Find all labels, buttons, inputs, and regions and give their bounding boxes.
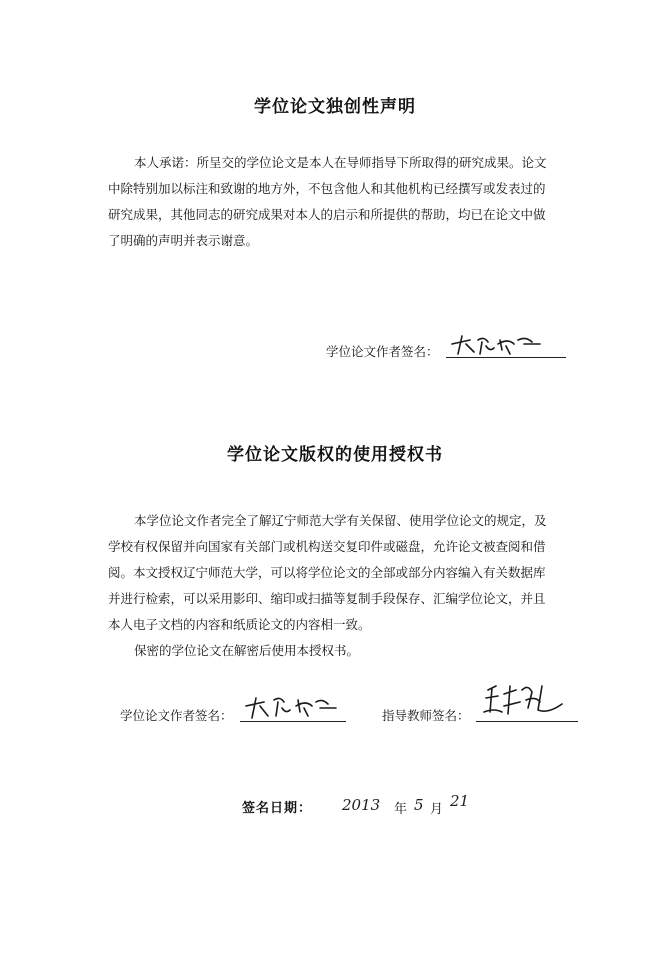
originality-line-1: 本人承诺：所呈交的学位论文是本人在导师指导下所取得的研究成果。论文	[134, 155, 547, 170]
date-label: 签名日期：	[242, 801, 313, 816]
copyright-line-1: 本学位论文作者完全了解辽宁师范大学有关保留、使用学位论文的规定，及	[134, 513, 547, 528]
date-day: 21	[450, 792, 470, 810]
copyright-title: 学位论文版权的使用授权书	[227, 445, 443, 465]
copyright-line-4: 并进行检索，可以采用影印、缩印或扫描等复制手段保存、汇编学位论文，并且	[108, 591, 546, 606]
date-month-unit: 月	[430, 802, 444, 817]
copyright-line-2: 学校有权保留并向国家有关部门或机构送交复印件或磁盘，允许论文被查阅和借	[108, 539, 546, 554]
author-signature-2	[242, 692, 342, 722]
originality-body	[108, 150, 580, 254]
date-year: 2013	[342, 796, 381, 814]
copyright-line-3: 阅。本文授权辽宁师范大学，可以将学位论文的全部或部分内容编入有关数据库	[108, 565, 546, 580]
originality-line-4: 了明确的声明并表示谢意。	[108, 233, 259, 248]
originality-title: 学位论文独创性声明	[254, 97, 416, 117]
copyright-line-6: 保密的学位论文在解密后使用本授权书。	[134, 643, 360, 658]
supervisor-signature-line	[476, 721, 578, 722]
originality-author-label: 学位论文作者签名：	[326, 344, 439, 359]
originality-line-2: 中除特别加以标注和致谢的地方外，不包含他人和其他机构已经撰写或发表过的	[108, 181, 546, 196]
date-month: 5	[414, 796, 424, 814]
copyright-author-label: 学位论文作者签名：	[120, 708, 233, 723]
copyright-line-5: 本人电子文档的内容和纸质论文的内容相一致。	[108, 617, 371, 632]
date-year-unit: 年	[394, 802, 408, 817]
originality-line-3: 研究成果，其他同志的研究成果对本人的启示和所提供的帮助，均已在论文中做	[108, 207, 546, 222]
author-signature-1	[448, 330, 548, 360]
supervisor-label: 指导教师签名：	[382, 708, 470, 723]
supervisor-signature	[482, 680, 572, 720]
copyright-body	[108, 508, 580, 664]
